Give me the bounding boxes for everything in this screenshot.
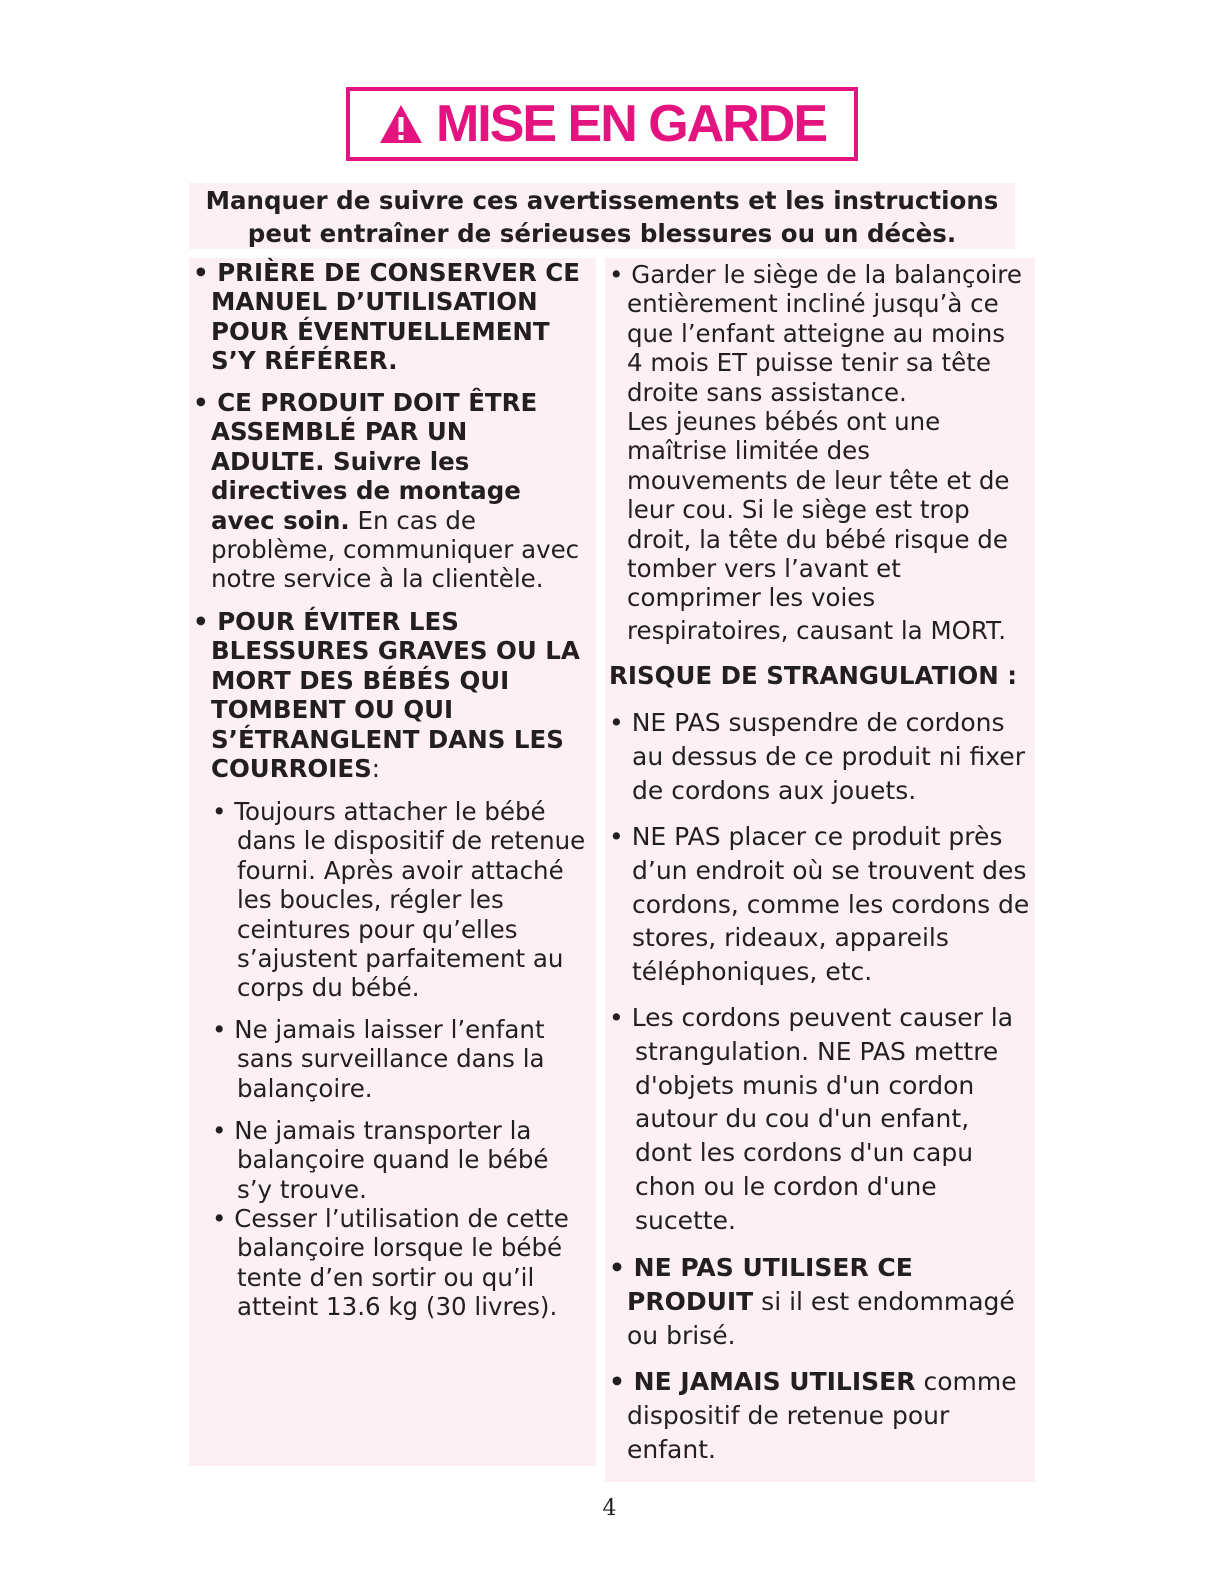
intro-line: peut entraîner de sérieuses blessures ou un décès. (247, 219, 957, 248)
bullet-no-cords-nearby: • NE PAS placer ce produit près d’un endroit où se trouvent des cordons, comme les cordons de stores, rideaux, appareils téléphoniques, etc. (609, 822, 1030, 987)
bullet-adult-assembly: • CE PRODUIT DOIT ÊTRE ASSEMBLÉ PAR UN ADULTE. Suivre les directives de montage avec soin. En cas de problème, communiquer avec notre service à la clientèle. (193, 388, 580, 594)
warning-triangle-icon (378, 103, 424, 145)
sub-bullet-stop-use: • Cesser l’utilisation de cette balançoire lorsque le bébé tente d’en sortir ou qu’il atteint 13.6 kg (30 livres). (212, 1204, 569, 1322)
bullet-no-cords-above: • NE PAS suspendre de cordons au dessus de ce produit ni fixer de cordons aux jouets. (609, 708, 1025, 805)
bullet-avoid-injuries: • POUR ÉVITER LES BLESSURES GRAVES OU LA MORT DES BÉBÉS QUI TOMBENT OU QUI S’ÉTRANGLENT DANS LES COURROIES: (193, 607, 580, 784)
sub-bullet-attach-baby: • Toujours attacher le bébé dans le dispositif de retenue fourni. Après avoir attaché les boucles, régler les ceintures pour qu’elles s’ajustent parfaitement au corps du bébé. (212, 797, 586, 1003)
strangulation-heading: RISQUE DE STRANGULATION : (609, 661, 1018, 690)
bullet-keep-reclined: • Garder le siège de la balançoire entièrement incliné jusqu’à ce que l’enfant atteigne au moins 4 mois ET puisse tenir sa tête droite sans assistance. Les jeunes bébés ont une maîtrise limitée des mouvements de leur tête et de leur cou. Si le siège est trop droit, la tête du bébé risque de tomber vers l’avant et comprimer les voies respiratoires, causant la MORT. (609, 260, 1022, 645)
bullet-keep-manual: • PRIÈRE DE CONSERVER CE MANUEL D’UTILISATION POUR ÉVENTUELLEMENT S’Y RÉFÉRER. (193, 258, 580, 376)
intro-line: Manquer de suivre ces avertissements et les instructions (205, 186, 999, 215)
intro-warning (189, 183, 1015, 249)
sub-bullet-never-transport: • Ne jamais transporter la balançoire quand le bébé s’y trouve. (212, 1116, 549, 1204)
page-number: 4 (602, 1496, 617, 1521)
warning-title-box (346, 87, 858, 161)
warning-title: MISE EN GARDE (435, 95, 827, 153)
bullet-never-restraint: • NE JAMAIS UTILISER comme dispositif de retenue pour enfant. (609, 1367, 1017, 1464)
bullet-cords-strangulation: • Les cordons peuvent causer la strangulation. NE PAS mettre d'objets munis d'un cordon autour du cou d'un enfant, dont les cordons d'un capu chon ou le cordon d'une sucette. (609, 1003, 1014, 1235)
sub-bullet-never-unattended: • Ne jamais laisser l’enfant sans surveillance dans la balançoire. (212, 1015, 545, 1103)
bullet-do-not-use-damaged: • NE PAS UTILISER CE PRODUIT si il est endommagé ou brisé. (609, 1253, 1015, 1350)
